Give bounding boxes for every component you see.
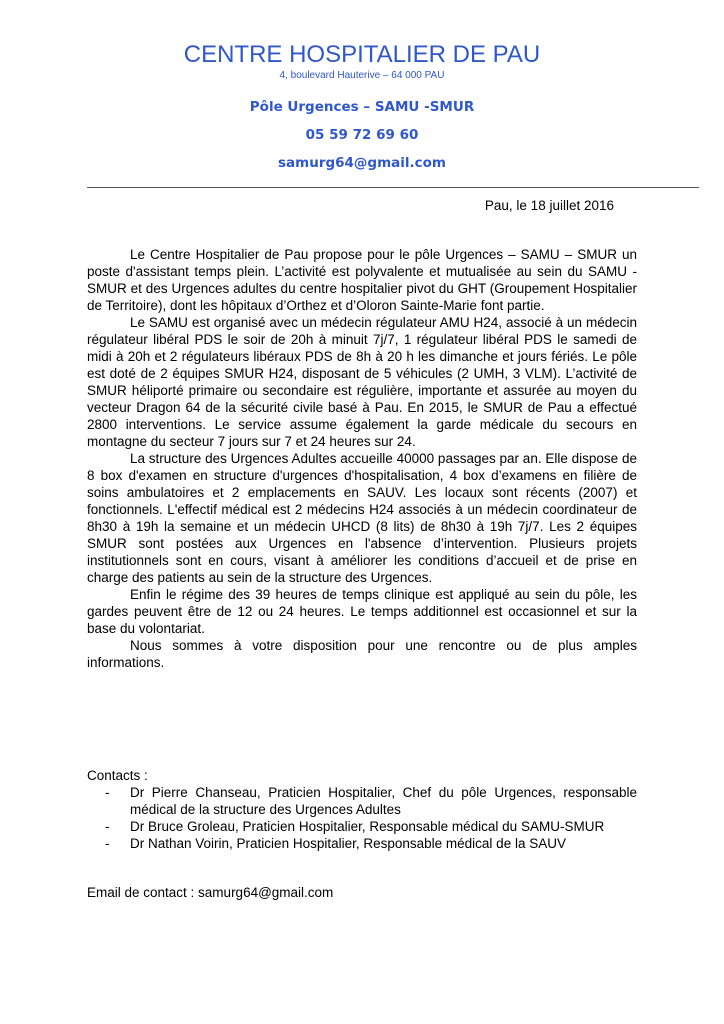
contacts-section xyxy=(87,767,637,852)
contact-item xyxy=(87,835,637,852)
department-name: Pôle Urgences – SAMU -SMUR xyxy=(249,99,475,115)
contact-text: Dr Pierre Chanseau, Praticien Hospitalier, Chef du pôle Urgences, responsable médical de la structure des Urgences Adultes xyxy=(130,785,637,817)
body-paragraph: Nous sommes à votre disposition pour une rencontre ou de plus amples informations. xyxy=(87,638,637,670)
contact-text: Dr Nathan Voirin, Praticien Hospitalier, Responsable médical de la SAUV xyxy=(130,836,566,851)
department-phone: 05 59 72 69 60 xyxy=(305,127,419,143)
list-bullet: - xyxy=(105,836,110,851)
contacts-list xyxy=(87,784,637,852)
header-divider xyxy=(87,187,699,188)
hospital-name: CENTRE HOSPITALIER DE PAU xyxy=(183,41,541,68)
letter-body xyxy=(87,246,637,671)
letter-date: Pau, le 18 juillet 2016 xyxy=(484,198,614,213)
list-bullet: - xyxy=(105,819,110,834)
body-paragraph: Le SAMU est organisé avec un médecin régulateur AMU H24, associé à un médecin régulateur libéral PDS le soir de 20h à minuit 7j/7, 1 régulateur libéral PDS le samedi de midi à 20h et 2 régulateurs libéraux PDS de 8h à 20 h les dimanche et jours fériés. Le pôle est doté de 2 équipes SMUR H24, disposant de 5 véhicules (2 UMH, 3 VLM). L’activité de SMUR héliporté primaire ou secondaire est régulière, importante et assurée au moyen du vecteur Dragon 64 de la sécurité civile basé à Pau. En 2015, le SMUR de Pau a effectué 2800 interventions. Le service assume également la garde médicale du secours en montagne du secteur 7 jours sur 7 et 24 heures sur 24. xyxy=(87,315,637,449)
contact-item xyxy=(87,818,637,835)
contact-text: Dr Bruce Groleau, Praticien Hospitalier, Responsable médical du SAMU-SMUR xyxy=(130,819,605,834)
body-paragraph: Le Centre Hospitalier de Pau propose pour le pôle Urgences – SAMU – SMUR un poste d'assistant temps plein. L’activité est polyvalente et mutualisée au sein du SAMU - SMUR et des Urgences adultes du centre hospitalier pivot du GHT (Groupement Hospitalier de Territoire), dont les hôpitaux d’Orthez et d’Oloron Sainte-Marie font partie. xyxy=(87,247,637,313)
department-email: samurg64@gmail.com xyxy=(278,155,446,171)
list-bullet: - xyxy=(105,785,110,800)
hospital-address: 4, boulevard Hauterive – 64 000 PAU xyxy=(279,70,445,81)
body-paragraph: La structure des Urgences Adultes accueille 40000 passages par an. Elle dispose de 8 box d'examen en structure d'urgences d'hospitalisation, 4 box d’examens en filière de soins ambulatoires et 2 emplacements en SAUV. Les locaux sont récents (2007) et fonctionnels. L'effectif médical est 2 médecins H24 associés à un médecin coordinateur de 8h30 à 19h la semaine et un médecin UHCD (8 lits) de 8h30 à 19h 7j/7. Les 2 équipes SMUR sont postées aux Urgences en l'absence d’intervention. Plusieurs projets institutionnels sont en cours, visant à améliorer les conditions d’accueil et de prise en charge des patients au sein de la structure des Urgences. xyxy=(87,451,637,585)
body-paragraph: Enfin le régime des 39 heures de temps clinique est appliqué au sein du pôle, les gardes peuvent être de 12 ou 24 heures. Le temps additionnel est occasionnel et sur la base du volontariat. xyxy=(87,587,637,636)
contacts-label: Contacts : xyxy=(87,768,148,783)
contact-item xyxy=(87,784,637,818)
contact-email: Email de contact : samurg64@gmail.com xyxy=(87,885,334,900)
